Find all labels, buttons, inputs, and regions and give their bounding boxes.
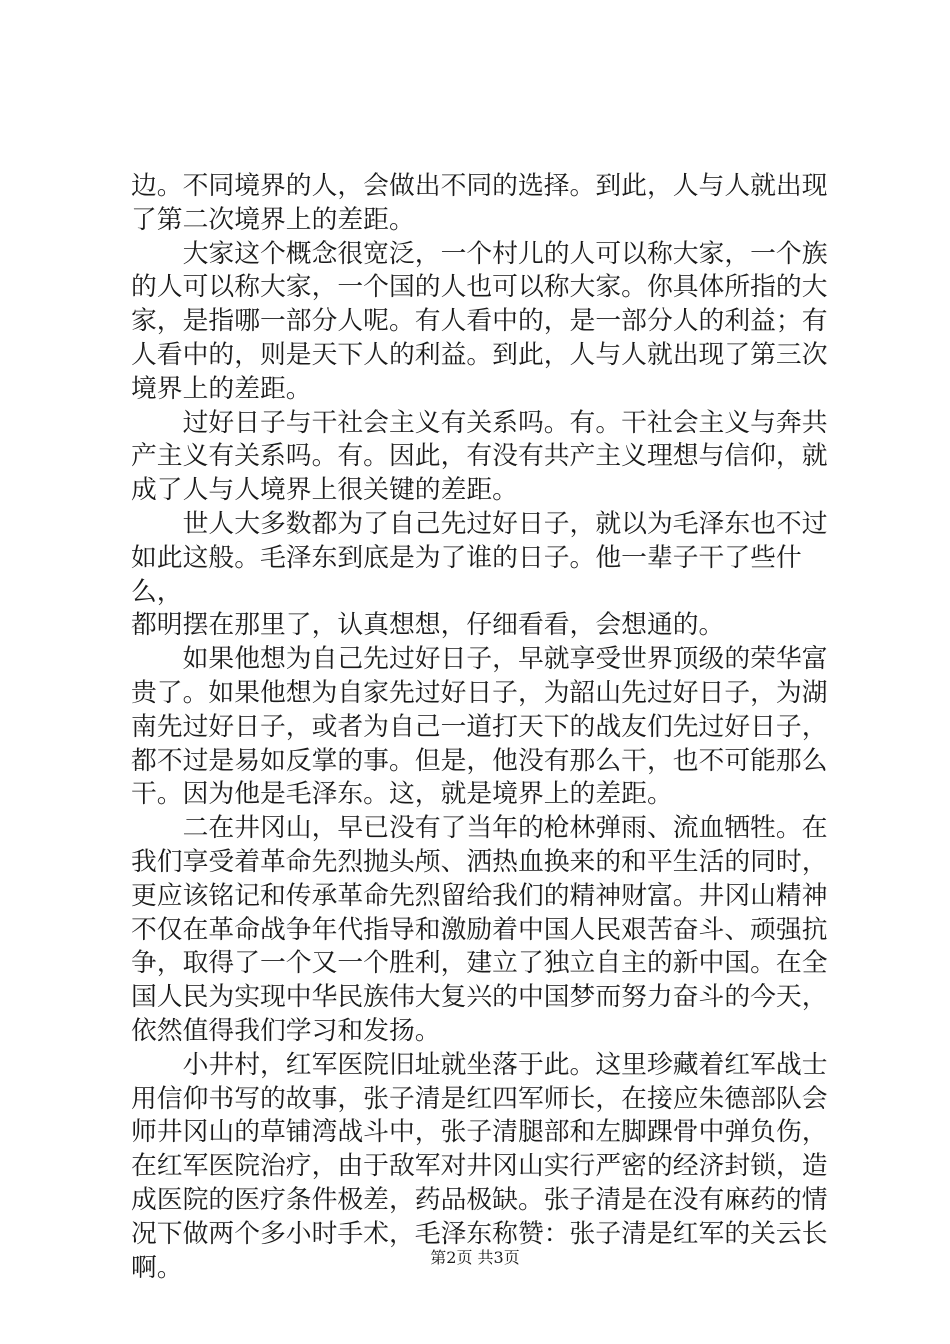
paragraph-7: 小井村，红军医院旧址就坐落于此。这里珍藏着红军战士 用信仰书写的故事，张子清是红四军师长，在接应朱德部队会 师井冈山的草铺湾战斗中，张子清腿部和左脚踝骨中弹负伤， 在红军医院治疗，由于敌军对井冈山实行严密的经济封锁，造 成医院的医疗条件极差，药品极缺。张子清是在没有麻药的情 况下做两个多小时手术，毛泽东称赞：张子清是红军的关云长 啊。 bbox=[131, 1049, 828, 1283]
paragraph-5: 如果他想为自己先过好日子，早就享受世界顶级的荣华富 贵了。如果他想为自家先过好日子，为韶山先过好日子，为湖 南先过好日子，或者为自己一道打天下的战友们先过好日子， 都不过是易如反掌的事。但是，他没有那么干，也不可能那么 干。因为他是毛泽东。这，就是境界上的差距。 bbox=[131, 644, 828, 810]
paragraph-1: 边。不同境界的人，会做出不同的选择。到此，人与人就出现 了第二次境界上的差距。 bbox=[131, 171, 828, 235]
paragraph-4: 世人大多数都为了自己先过好日子，就以为毛泽东也不过 如此这般。毛泽东到底是为了谁的日子。他一辈子干了些什么， 都明摆在那里了，认真想想，仔细看看，会想通的。 bbox=[131, 508, 828, 641]
paragraph-6: 二在井冈山，早已没有了当年的枪林弹雨、流血牺牲。在 我们享受着革命先烈抛头颅、洒热血换来的和平生活的同时， 更应该铭记和传承革命先烈留给我们的精神财富。井冈山精神 不仅在革命战争年代指导和激励着中国人民艰苦奋斗、顽强抗 争，取得了一个又一个胜利，建立了独立自主的新中国。在全 国人民为实现中华民族伟大复兴的中国梦而努力奋斗的今天， 依然值得我们学习和发扬。 bbox=[131, 813, 828, 1046]
paragraph-2: 大家这个概念很宽泛，一个村儿的人可以称大家，一个族 的人可以称大家，一个国的人也可以称大家。你具体所指的大 家，是指哪一部分人呢。有人看中的，是一部分人的利益；有 人看中的，则是天下人的利益。到此，人与人就出现了第三次 境界上的差距。 bbox=[131, 238, 828, 404]
page-number-footer: 第2页 共3页 bbox=[430, 1248, 520, 1267]
document-body bbox=[131, 170, 831, 1285]
paragraph-3: 过好日子与干社会主义有关系吗。有。干社会主义与奔共 产主义有关系吗。有。因此，有没有共产主义理想与信仰，就 成了人与人境界上很关键的差距。 bbox=[131, 407, 828, 506]
